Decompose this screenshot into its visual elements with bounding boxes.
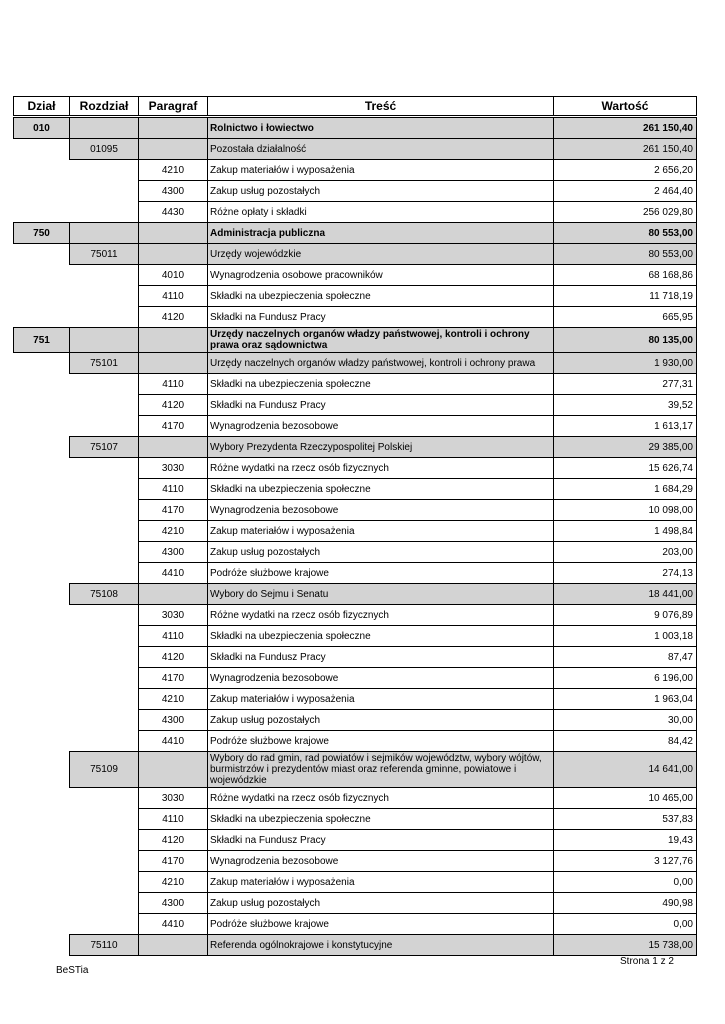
rozdzial-code: 01095 [69,138,139,160]
row-description: Składki na ubezpieczenia społeczne [207,285,554,307]
header-wartosc: Wartość [553,96,697,116]
paragraf-code: 4010 [138,264,208,286]
paragraf-code: 4110 [138,285,208,307]
row-value: 10 465,00 [553,787,697,809]
dzial-code: 750 [13,222,70,244]
row-description: Różne wydatki na rzecz osób fizycznych [207,604,554,626]
row-description: Wybory Prezydenta Rzeczypospolitej Polskiej [207,436,554,458]
footer-app-name: BeSTia [56,965,89,976]
row-description: Składki na ubezpieczenia społeczne [207,373,554,395]
paragraf-code: 4110 [138,373,208,395]
row-description: Składki na Fundusz Pracy [207,306,554,328]
paragraf-code: 4300 [138,892,208,914]
header-rozdzial: Rozdział [69,96,139,116]
row-value: 203,00 [553,541,697,563]
rozdzial-code [69,117,139,139]
row-value: 29 385,00 [553,436,697,458]
paragraf-code: 3030 [138,787,208,809]
row-value: 39,52 [553,394,697,416]
row-description: Urzędy wojewódzkie [207,243,554,265]
row-value: 537,83 [553,808,697,830]
paragraf-code [138,934,208,956]
row-description: Składki na Fundusz Pracy [207,394,554,416]
row-value: 0,00 [553,913,697,935]
paragraf-code: 3030 [138,604,208,626]
paragraf-code: 4430 [138,201,208,223]
row-value: 9 076,89 [553,604,697,626]
row-description: Zakup materiałów i wyposażenia [207,688,554,710]
row-value: 274,13 [553,562,697,584]
paragraf-code: 4210 [138,871,208,893]
row-description: Wynagrodzenia osobowe pracowników [207,264,554,286]
paragraf-code: 3030 [138,457,208,479]
row-value: 1 930,00 [553,352,697,374]
row-value: 80 553,00 [553,243,697,265]
row-description: Składki na ubezpieczenia społeczne [207,478,554,500]
paragraf-code: 4170 [138,667,208,689]
row-description: Wynagrodzenia bezosobowe [207,667,554,689]
row-description: Pozostała działalność [207,138,554,160]
paragraf-code [138,138,208,160]
paragraf-code: 4410 [138,730,208,752]
paragraf-code: 4110 [138,808,208,830]
row-description: Wynagrodzenia bezosobowe [207,415,554,437]
row-description: Wynagrodzenia bezosobowe [207,850,554,872]
paragraf-code: 4210 [138,159,208,181]
row-description: Różne wydatki na rzecz osób fizycznych [207,787,554,809]
paragraf-code [138,117,208,139]
rozdzial-code: 75108 [69,583,139,605]
rozdzial-code [69,222,139,244]
row-value: 1 498,84 [553,520,697,542]
row-description: Wybory do rad gmin, rad powiatów i sejmików województw, wybory wójtów, burmistrzów i prezydentów miast oraz referenda gminne, powiatowe i wojewódzkie [207,751,554,788]
rozdzial-code: 75011 [69,243,139,265]
row-value: 68 168,86 [553,264,697,286]
row-value: 0,00 [553,871,697,893]
row-description: Zakup materiałów i wyposażenia [207,159,554,181]
row-value: 490,98 [553,892,697,914]
paragraf-code [138,352,208,374]
paragraf-code [138,583,208,605]
rozdzial-code: 75109 [69,751,139,788]
row-value: 2 464,40 [553,180,697,202]
row-description: Rolnictwo i łowiectwo [207,117,554,139]
paragraf-code: 4170 [138,415,208,437]
row-description: Wynagrodzenia bezosobowe [207,499,554,521]
row-value: 11 718,19 [553,285,697,307]
row-value: 3 127,76 [553,850,697,872]
row-description: Zakup usług pozostałych [207,709,554,731]
row-value: 665,95 [553,306,697,328]
paragraf-code: 4410 [138,562,208,584]
row-description: Zakup usług pozostałych [207,892,554,914]
paragraf-code: 4210 [138,520,208,542]
footer-page-number: Strona 1 z 2 [620,956,674,967]
rozdzial-code: 75107 [69,436,139,458]
row-value: 277,31 [553,373,697,395]
paragraf-code: 4210 [138,688,208,710]
row-description: Składki na Fundusz Pracy [207,829,554,851]
paragraf-code: 4120 [138,646,208,668]
row-value: 1 684,29 [553,478,697,500]
paragraf-code: 4110 [138,625,208,647]
paragraf-code [138,436,208,458]
paragraf-code: 4300 [138,709,208,731]
row-description: Składki na ubezpieczenia społeczne [207,808,554,830]
dzial-code: 751 [13,327,70,353]
row-description: Zakup usług pozostałych [207,180,554,202]
rozdzial-code [69,327,139,353]
row-value: 19,43 [553,829,697,851]
row-description: Wybory do Sejmu i Senatu [207,583,554,605]
row-description: Podróże służbowe krajowe [207,730,554,752]
row-value: 10 098,00 [553,499,697,521]
row-description: Podróże służbowe krajowe [207,562,554,584]
row-description: Podróże służbowe krajowe [207,913,554,935]
row-description: Różne opłaty i składki [207,201,554,223]
row-description: Urzędy naczelnych organów władzy państwowej, kontroli i ochrony prawa oraz sądownictwa [207,327,554,353]
row-description: Administracja publiczna [207,222,554,244]
header-dzial: Dział [13,96,70,116]
row-description: Różne wydatki na rzecz osób fizycznych [207,457,554,479]
dzial-code: 010 [13,117,70,139]
row-value: 15 626,74 [553,457,697,479]
row-description: Referenda ogólnokrajowe i konstytucyjne [207,934,554,956]
paragraf-code: 4300 [138,541,208,563]
header-paragraf: Paragraf [138,96,208,116]
paragraf-code: 4120 [138,829,208,851]
row-value: 256 029,80 [553,201,697,223]
row-description: Składki na ubezpieczenia społeczne [207,625,554,647]
row-value: 261 150,40 [553,117,697,139]
row-value: 6 196,00 [553,667,697,689]
row-description: Zakup usług pozostałych [207,541,554,563]
paragraf-code [138,751,208,788]
row-value: 2 656,20 [553,159,697,181]
row-value: 87,47 [553,646,697,668]
rozdzial-code: 75110 [69,934,139,956]
row-value: 261 150,40 [553,138,697,160]
row-description: Zakup materiałów i wyposażenia [207,871,554,893]
paragraf-code: 4120 [138,306,208,328]
row-description: Urzędy naczelnych organów władzy państwowej, kontroli i ochrony prawa [207,352,554,374]
paragraf-code: 4300 [138,180,208,202]
row-value: 1 613,17 [553,415,697,437]
row-value: 18 441,00 [553,583,697,605]
paragraf-code [138,327,208,353]
row-value: 15 738,00 [553,934,697,956]
paragraf-code: 4110 [138,478,208,500]
row-value: 30,00 [553,709,697,731]
row-value: 80 553,00 [553,222,697,244]
rozdzial-code: 75101 [69,352,139,374]
paragraf-code: 4120 [138,394,208,416]
row-value: 1 003,18 [553,625,697,647]
row-value: 80 135,00 [553,327,697,353]
paragraf-code [138,243,208,265]
row-description: Składki na Fundusz Pracy [207,646,554,668]
row-description: Zakup materiałów i wyposażenia [207,520,554,542]
paragraf-code: 4170 [138,850,208,872]
header-tresc: Treść [207,96,554,116]
row-value: 84,42 [553,730,697,752]
paragraf-code: 4410 [138,913,208,935]
budget-table [13,96,693,951]
paragraf-code [138,222,208,244]
row-value: 1 963,04 [553,688,697,710]
row-value: 14 641,00 [553,751,697,788]
paragraf-code: 4170 [138,499,208,521]
